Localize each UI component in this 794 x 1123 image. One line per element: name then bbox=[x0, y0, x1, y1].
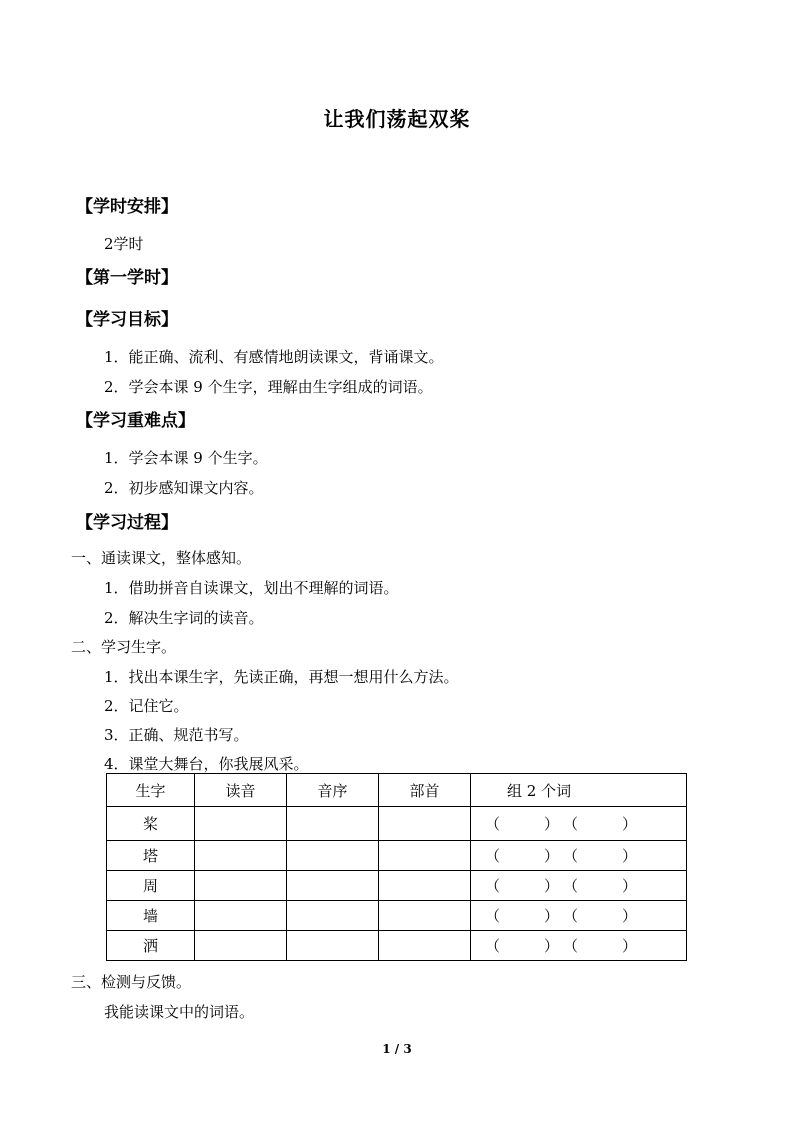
paren-left: （ bbox=[485, 847, 501, 865]
pronunciation-cell[interactable] bbox=[195, 931, 287, 961]
paren-left: （ bbox=[563, 815, 579, 833]
first-period-heading: 【第一学时】 bbox=[76, 268, 178, 288]
char-cell: 塔 bbox=[107, 841, 195, 871]
difficulty-heading: 【学习重难点】 bbox=[76, 411, 195, 431]
part2-title: 二、学习生字。 bbox=[71, 638, 177, 656]
paren-left: （ bbox=[563, 847, 579, 865]
paren-right: ） bbox=[544, 877, 560, 895]
goal-item: 2．学会本课 9 个生字，理解由生字组成的词语。 bbox=[104, 378, 433, 396]
words-cell[interactable] bbox=[471, 931, 687, 961]
table-header-row bbox=[107, 774, 687, 807]
part3-text: 我能读课文中的词语。 bbox=[104, 1003, 255, 1021]
part2-item: 2．记住它。 bbox=[104, 697, 189, 715]
char-cell: 桨 bbox=[107, 807, 195, 841]
index-cell[interactable] bbox=[287, 931, 379, 961]
index-cell[interactable] bbox=[287, 901, 379, 931]
char-cell: 周 bbox=[107, 871, 195, 901]
pronunciation-cell[interactable] bbox=[195, 807, 287, 841]
process-heading: 【学习过程】 bbox=[76, 513, 178, 533]
table-row bbox=[107, 807, 687, 841]
radical-cell[interactable] bbox=[379, 871, 471, 901]
paren-right: ） bbox=[622, 907, 638, 925]
page-number: 1 / 3 bbox=[382, 1042, 412, 1056]
index-cell[interactable] bbox=[287, 841, 379, 871]
pronunciation-cell[interactable] bbox=[195, 871, 287, 901]
difficulty-item: 2．初步感知课文内容。 bbox=[104, 479, 264, 497]
paren-left: （ bbox=[485, 877, 501, 895]
paren-right: ） bbox=[544, 847, 560, 865]
part2-item: 3．正确、规范书写。 bbox=[104, 726, 249, 744]
radical-cell[interactable] bbox=[379, 931, 471, 961]
paren-left: （ bbox=[485, 907, 501, 925]
difficulty-item: 1．学会本课 9 个生字。 bbox=[104, 449, 268, 467]
radical-cell[interactable] bbox=[379, 901, 471, 931]
paren-right: ） bbox=[622, 877, 638, 895]
paren-left: （ bbox=[485, 815, 501, 833]
paren-left: （ bbox=[485, 937, 501, 955]
part1-title: 一、通读课文，整体感知。 bbox=[71, 549, 252, 567]
paren-right: ） bbox=[544, 907, 560, 925]
table-row bbox=[107, 841, 687, 871]
table-row bbox=[107, 871, 687, 901]
paren-right: ） bbox=[544, 815, 560, 833]
char-cell: 洒 bbox=[107, 931, 195, 961]
index-cell[interactable] bbox=[287, 871, 379, 901]
table-row bbox=[107, 931, 687, 961]
part1-item: 1．借助拼音自读课文，划出不理解的词语。 bbox=[104, 579, 399, 597]
part3-title: 三、检测与反馈。 bbox=[71, 973, 192, 991]
goal-item: 1．能正确、流利、有感情地朗读课文，背诵课文。 bbox=[104, 348, 444, 366]
paren-left: （ bbox=[563, 937, 579, 955]
character-table bbox=[106, 773, 687, 961]
part1-item: 2．解决生字词的读音。 bbox=[104, 609, 264, 627]
paren-left: （ bbox=[563, 877, 579, 895]
part2-item: 1．找出本课生字，先读正确，再想一想用什么方法。 bbox=[104, 668, 459, 686]
paren-right: ） bbox=[622, 815, 638, 833]
schedule-value: 2学时 bbox=[104, 235, 144, 253]
pronunciation-cell[interactable] bbox=[195, 901, 287, 931]
page-title: 让我们荡起双桨 bbox=[323, 107, 471, 131]
table-row bbox=[107, 901, 687, 931]
radical-cell[interactable] bbox=[379, 807, 471, 841]
words-cell[interactable] bbox=[471, 871, 687, 901]
pronunciation-cell[interactable] bbox=[195, 841, 287, 871]
table-header: 音序 bbox=[287, 774, 379, 807]
words-cell[interactable] bbox=[471, 841, 687, 871]
paren-left: （ bbox=[563, 907, 579, 925]
index-cell[interactable] bbox=[287, 807, 379, 841]
part2-item: 4．课堂大舞台，你我展风采。 bbox=[104, 755, 309, 773]
char-cell: 墙 bbox=[107, 901, 195, 931]
radical-cell[interactable] bbox=[379, 841, 471, 871]
paren-right: ） bbox=[544, 937, 560, 955]
table-header: 组 2 个词 bbox=[471, 774, 687, 807]
words-cell[interactable] bbox=[471, 901, 687, 931]
paren-right: ） bbox=[622, 937, 638, 955]
table-header: 部首 bbox=[379, 774, 471, 807]
paren-right: ） bbox=[622, 847, 638, 865]
table-header: 生字 bbox=[107, 774, 195, 807]
goals-heading: 【学习目标】 bbox=[76, 310, 178, 330]
schedule-heading: 【学时安排】 bbox=[76, 197, 178, 217]
table-header: 读音 bbox=[195, 774, 287, 807]
words-cell[interactable] bbox=[471, 807, 687, 841]
